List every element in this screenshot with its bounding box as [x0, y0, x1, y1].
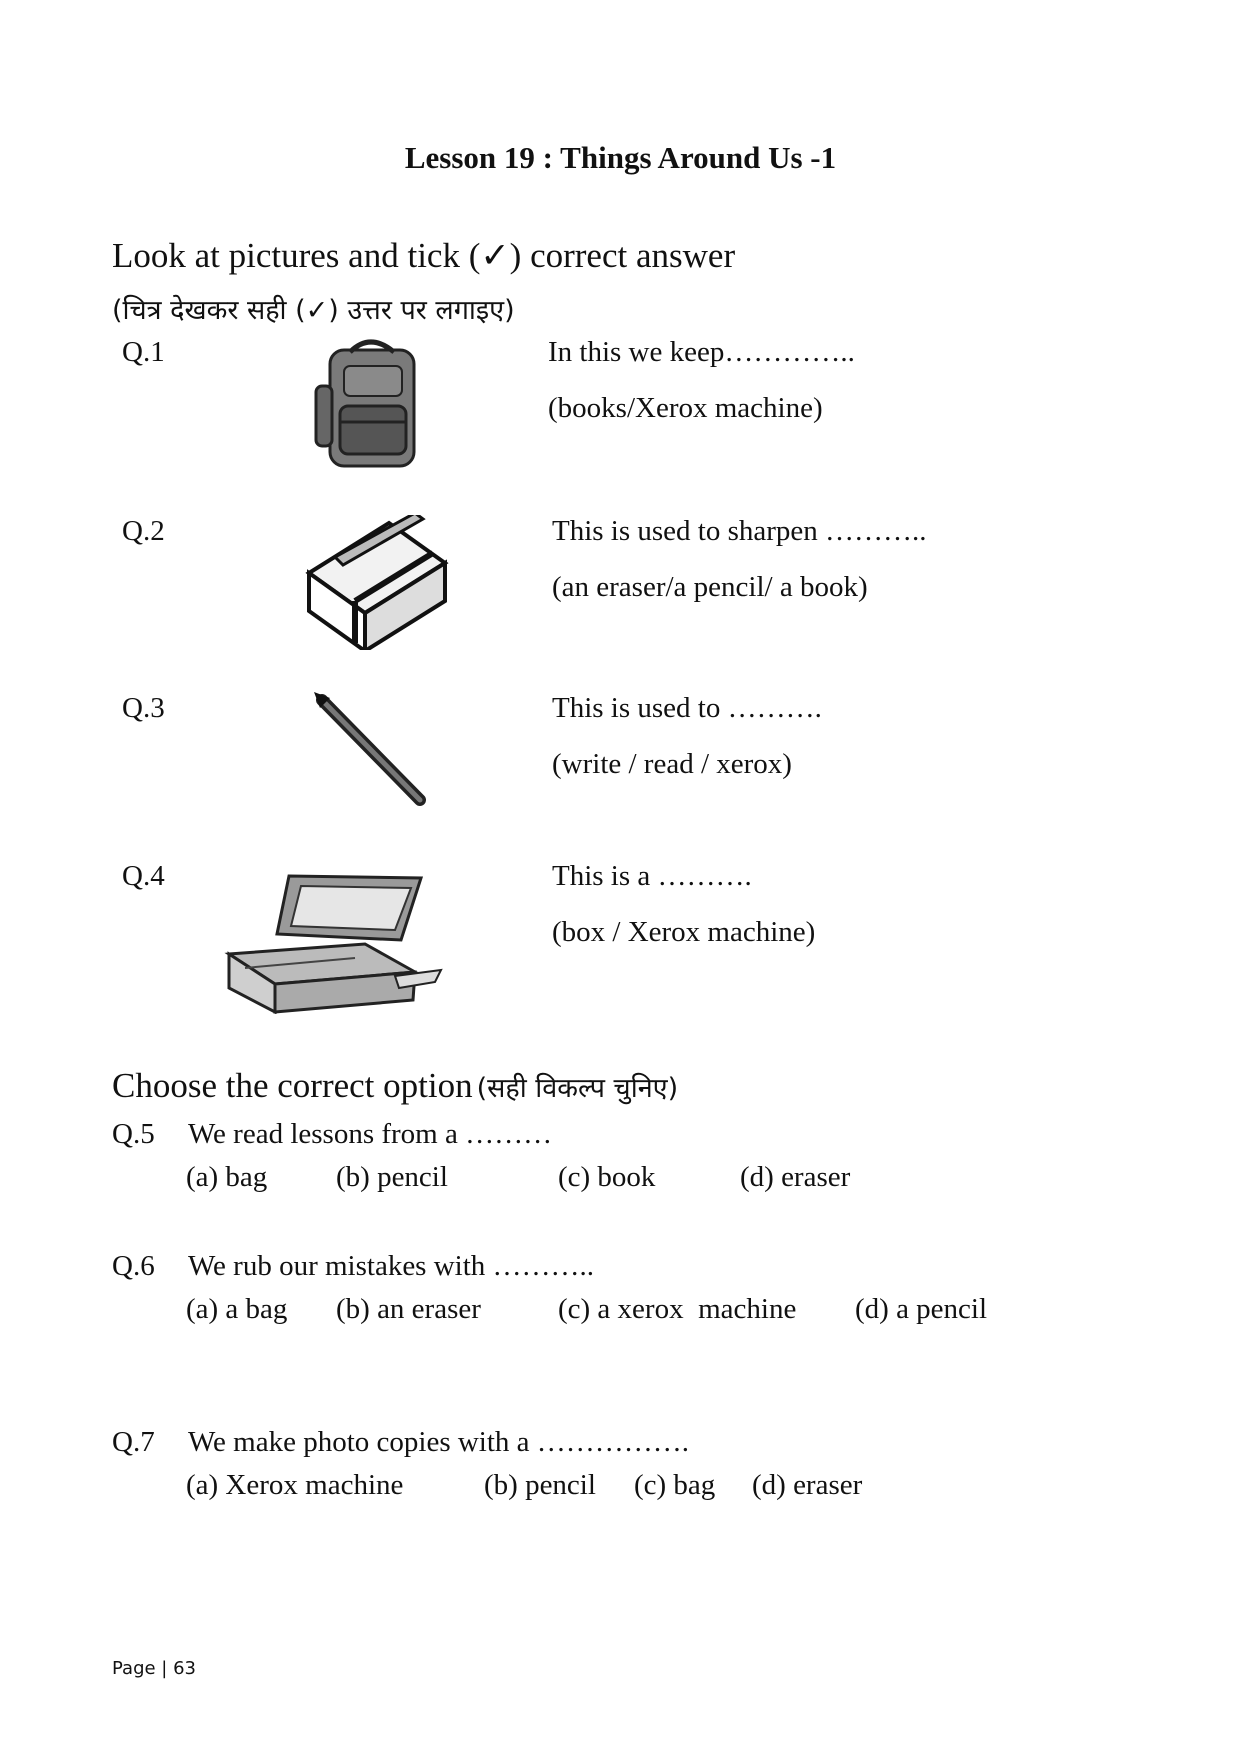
option-d[interactable]: (d) eraser: [752, 1469, 863, 1501]
section2-heading-row: [112, 1066, 678, 1106]
option-a[interactable]: (a) Xerox machine: [186, 1469, 404, 1501]
option-c[interactable]: (c) bag: [634, 1469, 716, 1501]
option-b[interactable]: (b) pencil: [484, 1469, 596, 1501]
option-c[interactable]: (c) a xerox machine: [558, 1293, 797, 1325]
question-options: (books/Xerox machine): [548, 392, 823, 424]
question-text: This is a ……….: [552, 860, 752, 892]
pencil-icon: [312, 692, 432, 810]
question-number: Q.2: [122, 515, 165, 547]
question-options: (write / read / xerox): [552, 748, 792, 780]
question-number: Q.7: [112, 1426, 155, 1458]
option-a[interactable]: (a) bag: [186, 1161, 268, 1193]
xerox-machine-icon: [215, 872, 447, 1014]
option-d[interactable]: (d) eraser: [740, 1161, 851, 1193]
question-number: Q.5: [112, 1118, 155, 1150]
eraser-icon: [305, 515, 450, 650]
question-options: (box / Xerox machine): [552, 916, 816, 948]
question-text: We read lessons from a ………: [188, 1118, 553, 1150]
question-number: Q.6: [112, 1250, 155, 1282]
option-d[interactable]: (d) a pencil: [855, 1293, 988, 1325]
lesson-title: Lesson 19 : Things Around Us -1: [404, 140, 837, 175]
section2-heading: Choose the correct option: [112, 1066, 473, 1105]
question-text: This is used to ……….: [552, 692, 822, 724]
section2-heading-hindi: (सही विकल्प चुनिए): [476, 1073, 679, 1104]
section1-heading-hindi: (चित्र देखकर सही (✓) उत्तर पर लगाइए): [112, 295, 515, 326]
option-b[interactable]: (b) pencil: [336, 1161, 448, 1193]
option-c[interactable]: (c) book: [558, 1161, 656, 1193]
option-b[interactable]: (b) an eraser: [336, 1293, 481, 1325]
section1-heading: Look at pictures and tick (✓) correct answer: [112, 236, 736, 275]
question-text: This is used to sharpen ………..: [552, 515, 927, 547]
question-options: (an eraser/a pencil/ a book): [552, 571, 868, 603]
question-number: Q.1: [122, 336, 165, 368]
question-number: Q.4: [122, 860, 165, 892]
question-text: In this we keep…………..: [548, 336, 855, 368]
school-bag-icon: [310, 336, 430, 472]
question-number: Q.3: [122, 692, 165, 724]
question-text: We make photo copies with a …………….: [188, 1426, 690, 1458]
question-text: We rub our mistakes with ………..: [188, 1250, 595, 1282]
page-number-footer: Page | 63: [112, 1658, 196, 1679]
option-a[interactable]: (a) a bag: [186, 1293, 288, 1325]
